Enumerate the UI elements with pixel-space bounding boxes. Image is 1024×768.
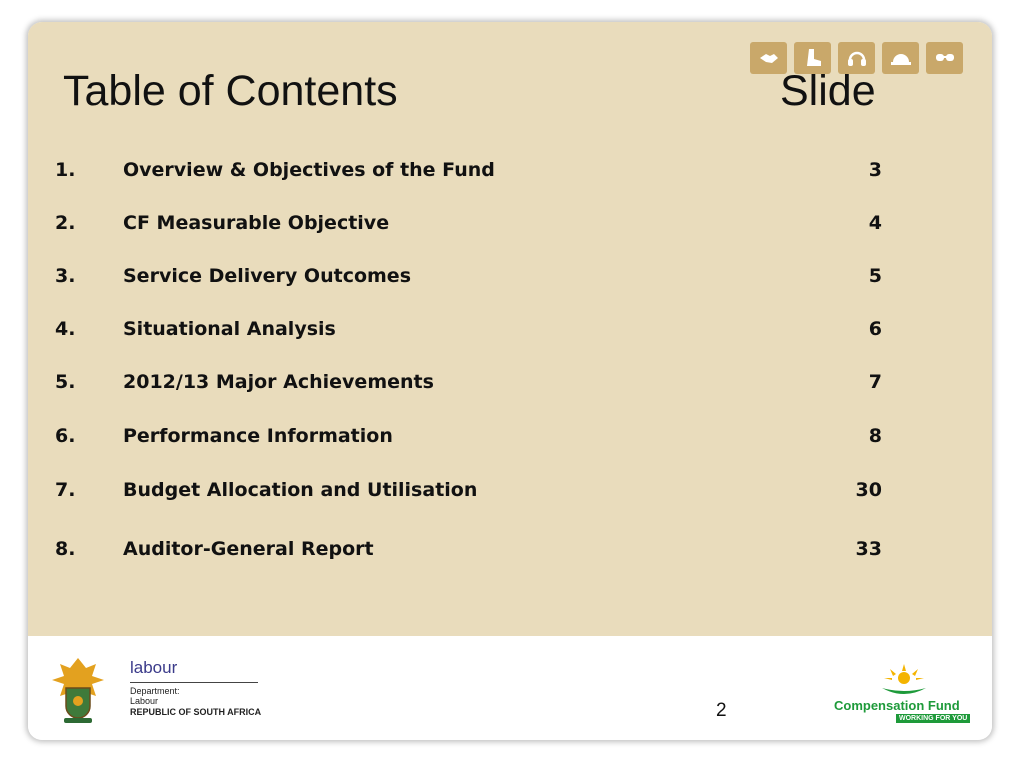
- toc-item: [28, 212, 992, 242]
- toc-item-number: 2.: [55, 212, 76, 234]
- toc-item-page: 33: [855, 538, 882, 560]
- labour-department: [130, 686, 180, 706]
- toc-item: [28, 318, 992, 348]
- labour-dept-line2: Labour: [130, 696, 159, 706]
- toc-item: [28, 265, 992, 295]
- labour-country: REPUBLIC OF SOUTH AFRICA: [130, 707, 262, 717]
- toc-item-page: 8: [868, 425, 882, 447]
- compensation-fund-logo: [834, 664, 976, 726]
- toc-item-label: Auditor-General Report: [123, 538, 374, 560]
- content-panel: [28, 22, 992, 636]
- hard-hat-icon: [882, 42, 919, 74]
- toc-item-number: 1.: [55, 159, 76, 181]
- labour-logo: [48, 654, 268, 726]
- coat-of-arms-icon: [48, 654, 108, 726]
- page-number: 2: [716, 700, 727, 721]
- toc-item-page: 30: [855, 479, 882, 501]
- toc-item-number: 5.: [55, 371, 76, 393]
- toc-item-label: 2012/13 Major Achievements: [123, 371, 434, 393]
- slide-card: [28, 22, 992, 740]
- toc-item-page: 6: [868, 318, 882, 340]
- toc-item-page: 3: [868, 159, 882, 181]
- toc-item: [28, 538, 992, 568]
- toc-item: [28, 159, 992, 189]
- footer-panel: [28, 636, 992, 740]
- toc-item-label: Budget Allocation and Utilisation: [123, 479, 478, 501]
- toc-item-label: CF Measurable Objective: [123, 212, 390, 234]
- toc-item-page: 5: [868, 265, 882, 287]
- toc-item-number: 6.: [55, 425, 76, 447]
- compensation-fund-tagline: WORKING FOR YOU: [896, 714, 970, 723]
- toc-item-number: 4.: [55, 318, 76, 340]
- toc-item-number: 8.: [55, 538, 76, 560]
- toc-item-number: 3.: [55, 265, 76, 287]
- page-title: Table of Contents: [63, 67, 398, 115]
- toc-item-label: Service Delivery Outcomes: [123, 265, 411, 287]
- labour-wordmark: labour: [130, 658, 178, 677]
- toc-item: [28, 425, 992, 455]
- toc-item-label: Overview & Objectives of the Fund: [123, 159, 495, 181]
- compensation-fund-name: Compensation Fund: [834, 698, 960, 713]
- labour-dept-line1: Department:: [130, 686, 180, 696]
- toc-item: [28, 371, 992, 401]
- toc-item-label: Situational Analysis: [123, 318, 336, 340]
- safety-goggles-icon: [926, 42, 963, 74]
- toc-item-number: 7.: [55, 479, 76, 501]
- toc-item-page: 4: [868, 212, 882, 234]
- slide-column-header: Slide: [780, 67, 876, 115]
- toc-item-label: Performance Information: [123, 425, 393, 447]
- toc-item: [28, 479, 992, 509]
- sun-hands-icon: [874, 664, 934, 698]
- toc-item-page: 7: [868, 371, 882, 393]
- labour-divider: [130, 682, 258, 683]
